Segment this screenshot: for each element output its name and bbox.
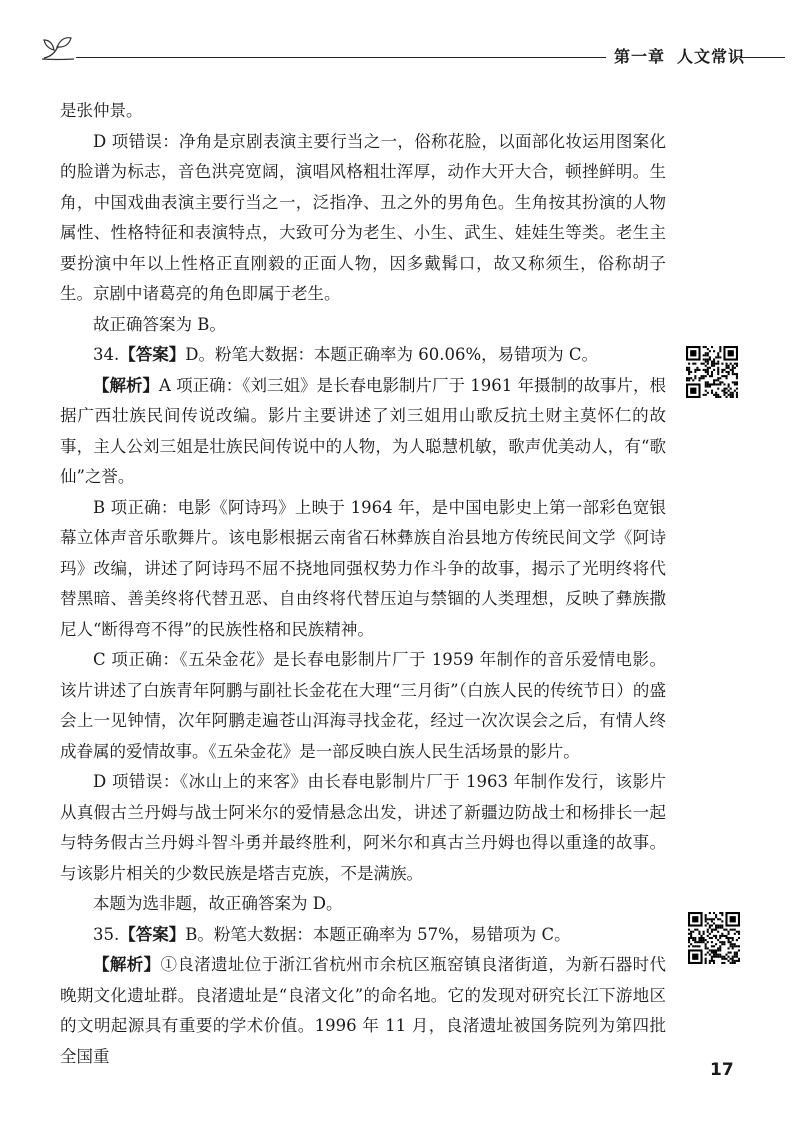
- question-number: 35.: [93, 924, 120, 944]
- analysis-text: A 项正确：《刘三姐》是长春电影制片厂于 1961 年摄制的故事片，根据广西壮族民间传说改编。影片主要讲述了刘三姐用山歌反抗土财主莫怀仁的故事，主人公刘三姐是壮族民间传说中的人物，为人聪慧机敏，歌声优美动人，有“歌仙”之誉。: [60, 375, 666, 486]
- analysis-text: ①良渚遗址位于浙江省杭州市余杭区瓶窑镇良渚街道，为新石器时代晚期文化遗址群。良渚遗址是“良渚文化”的命名地。它的发现对研究长江下游地区的文明起源具有重要的学术价值。1996 年 11 月，良渚遗址被国务院列为第四批全国重: [60, 955, 667, 1066]
- question-34-analysis-d: D 项错误：《冰山上的来客》由长春电影制片厂于 1963 年制作发行，该影片从真假古兰丹姆与战士阿米尔的爱情悬念出发，讲述了新疆边防战士和杨排长一起与特务假古兰丹姆斗智斗勇并最终胜利，阿米尔和真古兰丹姆也得以重逢的故事。与该影片相关的少数民族是塔吉克族，不是满族。: [60, 772, 666, 883]
- page-number: 17: [710, 1060, 734, 1080]
- page-body: [60, 96, 666, 1072]
- analysis-label: 【解析】: [93, 375, 160, 395]
- page-header: [40, 30, 785, 70]
- chapter-number: 第一章: [614, 47, 666, 66]
- header-rule-right: [740, 57, 785, 58]
- analysis-label: 【解析】: [93, 955, 161, 974]
- paragraph-option-d: D 项错误：净角是京剧表演主要行当之一，俗称花脸，以面部化妆运用图案化的脸谱为标志，音色洪亮宽阔，演唱风格粗壮浑厚，动作大开大合，顿挫鲜明。生角，中国戏曲表演主要行当之一，泛指净、丑之外的男角色。生角按其扮演的人物属性、性格特征和表演特点，大致可分为老生、小生、武生、娃娃生等类。老生主要扮演中年以上性格正直刚毅的正面人物，因多戴髯口，故又称须生，俗称胡子生。京剧中诸葛亮的角色即属于老生。: [60, 131, 666, 303]
- question-34-answer: [60, 340, 666, 371]
- question-34-analysis-c: C 项正确：《五朵金花》是长春电影制片厂于 1959 年制作的音乐爱情电影。该片讲述了白族青年阿鹏与副社长金花在大理“三月街”（白族人民的传统节日）的盛会上一见钟情，次年阿鹏走遍苍山洱海寻找金花，经过一次次误会之后，有情人终成眷属的爱情故事。《五朵金花》是一部反映白族人民生活场景的影片。: [60, 650, 666, 761]
- answer-text: B。粉笔大数据：本题正确率为 57%，易错项为 C。: [185, 924, 571, 944]
- question-34-analysis-b: B 项正确：电影《阿诗玛》上映于 1964 年，是中国电影史上第一部彩色宽银幕立体声音乐歌舞片。该电影根据云南省石林彝族自治县地方传统民间文学《阿诗玛》改编，讲述了阿诗玛不屈不挠地同强权势力作斗争的故事，揭示了光明终将代替黑暗、善美终将代替丑恶、自由终将代替压迫与禁锢的人类理想，反映了彝族撒尼人“断得弯不得”的民族性格和民族精神。: [60, 497, 666, 639]
- paragraph-answer-end: 是张仲景。: [60, 101, 143, 120]
- header-rule-left: [76, 57, 606, 58]
- question-number: 34.: [93, 345, 120, 364]
- chapter-title: 人文常识: [677, 47, 746, 66]
- qr-code-icon[interactable]: [688, 912, 740, 964]
- question-35-answer: [60, 920, 666, 951]
- answer-label: 【答案】: [119, 924, 186, 944]
- question-35-analysis: [60, 950, 666, 1072]
- chapter-label: [614, 44, 745, 67]
- question-34-analysis-a: [60, 371, 666, 493]
- qr-code-icon[interactable]: [686, 346, 738, 398]
- answer-label: 【答案】: [119, 345, 186, 364]
- question-34-conclusion: 本题为选非题，故正确答案为 D。: [93, 894, 343, 913]
- answer-text: D。粉笔大数据：本题正确率为 60.06%，易错项为 C。: [185, 345, 599, 364]
- paragraph-conclusion: 故正确答案为 B。: [93, 314, 226, 334]
- sprout-icon: [40, 32, 74, 62]
